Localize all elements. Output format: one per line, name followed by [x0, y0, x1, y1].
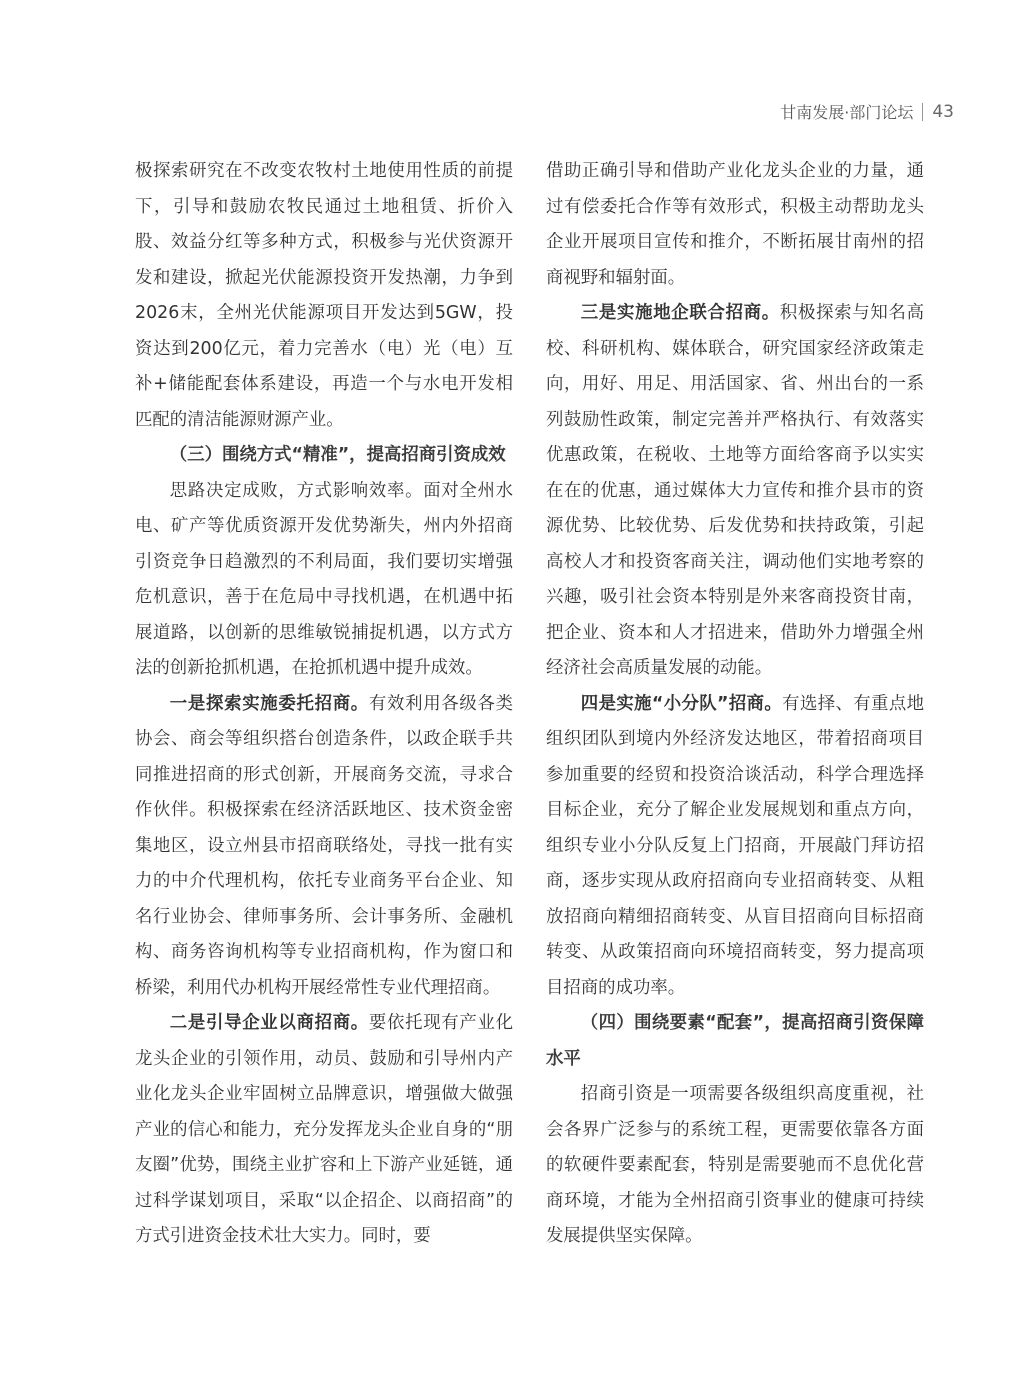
section-heading-4: （四）围绕要素“配套”，提高招商引资保障水平	[546, 1013, 924, 1069]
running-header	[780, 100, 954, 123]
paragraph-lead: 一是探索实施委托招商。	[169, 693, 369, 714]
paragraph-lead: 二是引导企业以商招商。	[169, 1013, 369, 1033]
header-divider	[922, 103, 923, 121]
paragraph-continued: 借助正确引导和借助产业化龙头企业的力量，通过有偿委托合作等有效形式，积极主动帮助龙头企业开展项目宣传和推介，不断拓展甘南州的招商视野和辐射面。	[546, 161, 924, 288]
paragraph-business-investment	[135, 1006, 513, 1255]
right-column	[546, 154, 924, 1255]
paragraph-lead: 三是实施地企联合招商。	[580, 303, 780, 323]
page-number: 43	[932, 101, 954, 122]
left-column	[135, 154, 513, 1255]
paragraph-approach: 思路决定成败，方式影响效率。面对全州水电、矿产等优质资源开发优势渐失，州内外招商引资竞争日趋激烈的不利局面，我们要切实增强危机意识，善于在危局中寻找机遇，在机遇中拓展道路，以创新的思维敏锐捕捉机遇，以方式方法的创新抢抓机遇，在抢抓机遇中提升成效。	[135, 480, 513, 678]
paragraph-lead: 四是实施“小分队”招商。	[580, 693, 783, 714]
paragraph-body: 有效利用各级各类协会、商会等组织搭台创造条件，以政企联手共同推进招商的形式创新，开展商务交流，寻求合作伙伴。积极探索在经济活跃地区、技术资金密集地区，设立州县市招商联络处，寻找一批有实力的中介代理机构，依托专业商务平台企业、知名行业协会、律师事务所、会计事务所、金融机构、商务咨询机构等专业招商机构，作为窗口和桥梁，利用代办机构开展经常性专业代理招商。	[135, 693, 513, 998]
paragraph-joint-investment	[546, 296, 924, 687]
paragraph-body: 积极探索与知名高校、科研机构、媒体联合，研究国家经济政策走向，用好、用足、用活国家、省、州出台的一系列鼓励性政策，制定完善并严格执行、有效落实优惠政策，在税收、土地等方面给客商予以实实在在的优惠，通过媒体大力宣传和推介县市的资源优势、比较优势、后发优势和扶持政策，引起高校人才和投资客商关注，调动他们实地考察的兴趣，吸引社会资本特别是外来客商投资甘南，把企业、资本和人才招进来，借助外力增强全州经济社会高质量发展的动能。	[546, 303, 924, 678]
journal-section-title: 甘南发展·部门论坛	[780, 103, 914, 122]
paragraph-body: 要依托现有产业化龙头企业的引领作用，动员、鼓励和引导州内产业化龙头企业牢固树立品牌意识，增强做大做强产业的信心和能力，充分发挥龙头企业自身的“朋友圈”优势，围绕主业扩容和上下游产业延链，通过科学谋划项目，采取“以企招企、以商招商”的方式引进资金技术壮大实力。同时，要	[135, 1013, 513, 1246]
paragraph-entrusted-investment	[135, 687, 513, 1007]
section-heading-3: （三）围绕方式“精准”，提高招商引资成效	[169, 445, 506, 465]
paragraph-body: 有选择、有重点地组织团队到境内外经济发达地区，带着招商项目参加重要的经贸和投资洽谈活动，科学合理选择目标企业，充分了解企业发展规划和重点方向，组织专业小分队反复上门招商，开展敲门拜访招商，逐步实现从政府招商向专业招商转变、从粗放招商向精细招商转变、从盲目招商向目标招商转变、从政策招商向环境招商转变，努力提高项目招商的成功率。	[546, 693, 924, 998]
paragraph-continued: 极探索研究在不改变农牧村土地使用性质的前提下，引导和鼓励农牧民通过土地租赁、折价入股、效益分红等多种方式，积极参与光伏资源开发和建设，掀起光伏能源投资开发热潮，力争到2026末，全州光伏能源项目开发达到5GW，投资达到200亿元，着力完善水（电）光（电）互补+储能配套体系建设，再造一个与水电开发相匹配的清洁能源财源产业。	[135, 161, 513, 430]
paragraph-small-team-investment	[546, 687, 924, 1007]
paragraph-support-elements: 招商引资是一项需要各级组织高度重视，社会各界广泛参与的系统工程，更需要依靠各方面的软硬件要素配套，特别是需要驰而不息优化营商环境，才能为全州招商引资事业的健康可持续发展提供坚实保障。	[546, 1084, 924, 1246]
